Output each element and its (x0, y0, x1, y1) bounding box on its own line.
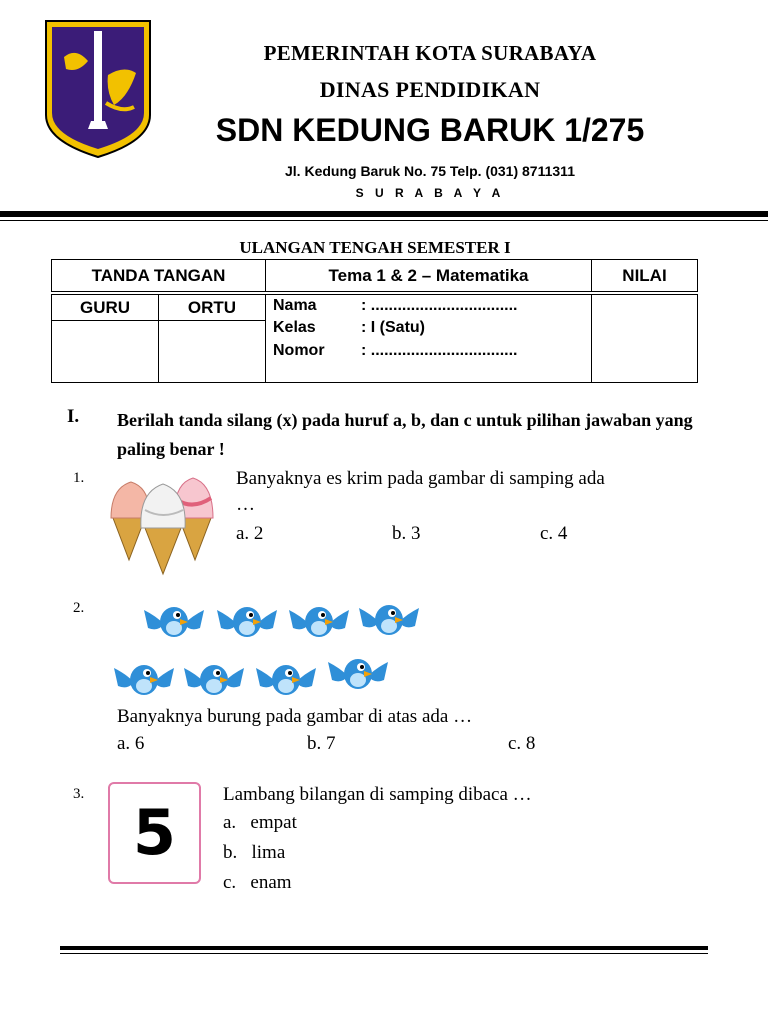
class-value: : I (Satu) (361, 319, 425, 336)
section-instruction: Berilah tanda silang (x) pada huruf a, b, dan c untuk pilihan jawaban yang paling benar ! (117, 410, 693, 459)
subject-header: Tema 1 & 2 – Matematika (265, 259, 592, 292)
bird-icon (359, 605, 419, 635)
numeral-five: 5 (132, 796, 177, 869)
question-2-option-c[interactable]: c. 8 (508, 733, 536, 754)
bird-icon (114, 665, 174, 695)
header-divider-thick (0, 211, 768, 217)
question-2-text: Banyaknya burung pada gambar di atas ada … (117, 706, 473, 727)
bird-icon (328, 659, 388, 689)
score-box[interactable] (591, 294, 698, 383)
school-address: Jl. Kedung Baruk No. 75 Telp. (031) 8711311 (285, 163, 575, 179)
question-3-option-b[interactable]: b. lima (223, 842, 286, 863)
footer-divider-thick (60, 946, 708, 950)
bird-icon (144, 607, 204, 637)
header-divider-thin (0, 220, 768, 221)
number-value: : ................................. (361, 342, 518, 359)
question-1-option-a[interactable]: a. 2 (236, 523, 264, 544)
teacher-header: GURU (51, 294, 159, 321)
bird-icon (256, 665, 316, 695)
numeral-card (108, 782, 201, 884)
student-info-table (51, 259, 698, 383)
question-1-text: Banyaknya es krim pada gambar di samping ada (236, 468, 605, 489)
bird-icon (289, 607, 349, 637)
school-city: S U R A B A Y A (355, 186, 505, 200)
government-name: PEMERINTAH KOTA SURABAYA (263, 41, 597, 65)
score-header: NILAI (591, 259, 698, 292)
class-label: Kelas (273, 319, 316, 336)
question-3-option-a[interactable]: a. empat (223, 812, 297, 833)
number-label: Nomor (273, 342, 325, 359)
name-value: : ................................. (361, 297, 518, 314)
question-1-option-b[interactable]: b. 3 (392, 523, 421, 544)
question-1-number: 1. (73, 470, 85, 486)
city-emblem-logo (42, 17, 154, 159)
department-name: DINAS PENDIDIKAN (319, 77, 541, 102)
footer-divider-thin (60, 953, 708, 954)
name-label: Nama (273, 297, 317, 314)
school-name: SDN KEDUNG BARUK 1/275 (215, 112, 645, 148)
bird-icon (217, 607, 277, 637)
parent-header: ORTU (158, 294, 266, 321)
question-2-option-a[interactable]: a. 6 (117, 733, 145, 754)
question-1-option-c[interactable]: c. 4 (540, 523, 568, 544)
question-3-number: 3. (73, 786, 85, 802)
signature-header: TANDA TANGAN (51, 259, 266, 292)
ice-cream-illustration (107, 470, 217, 578)
parent-signature-box[interactable] (158, 320, 266, 383)
question-3-text: Lambang bilangan di samping dibaca … (223, 784, 532, 805)
section-number: I. (67, 406, 80, 427)
teacher-signature-box[interactable] (51, 320, 159, 383)
bird-icon (184, 665, 244, 695)
question-2-number: 2. (73, 600, 85, 616)
question-3-option-c[interactable]: c. enam (223, 872, 292, 893)
exam-title: ULANGAN TENGAH SEMESTER I (239, 238, 511, 257)
bird-illustration (110, 590, 430, 700)
question-2-option-b[interactable]: b. 7 (307, 733, 336, 754)
question-1-text-ellipsis: … (236, 494, 255, 515)
